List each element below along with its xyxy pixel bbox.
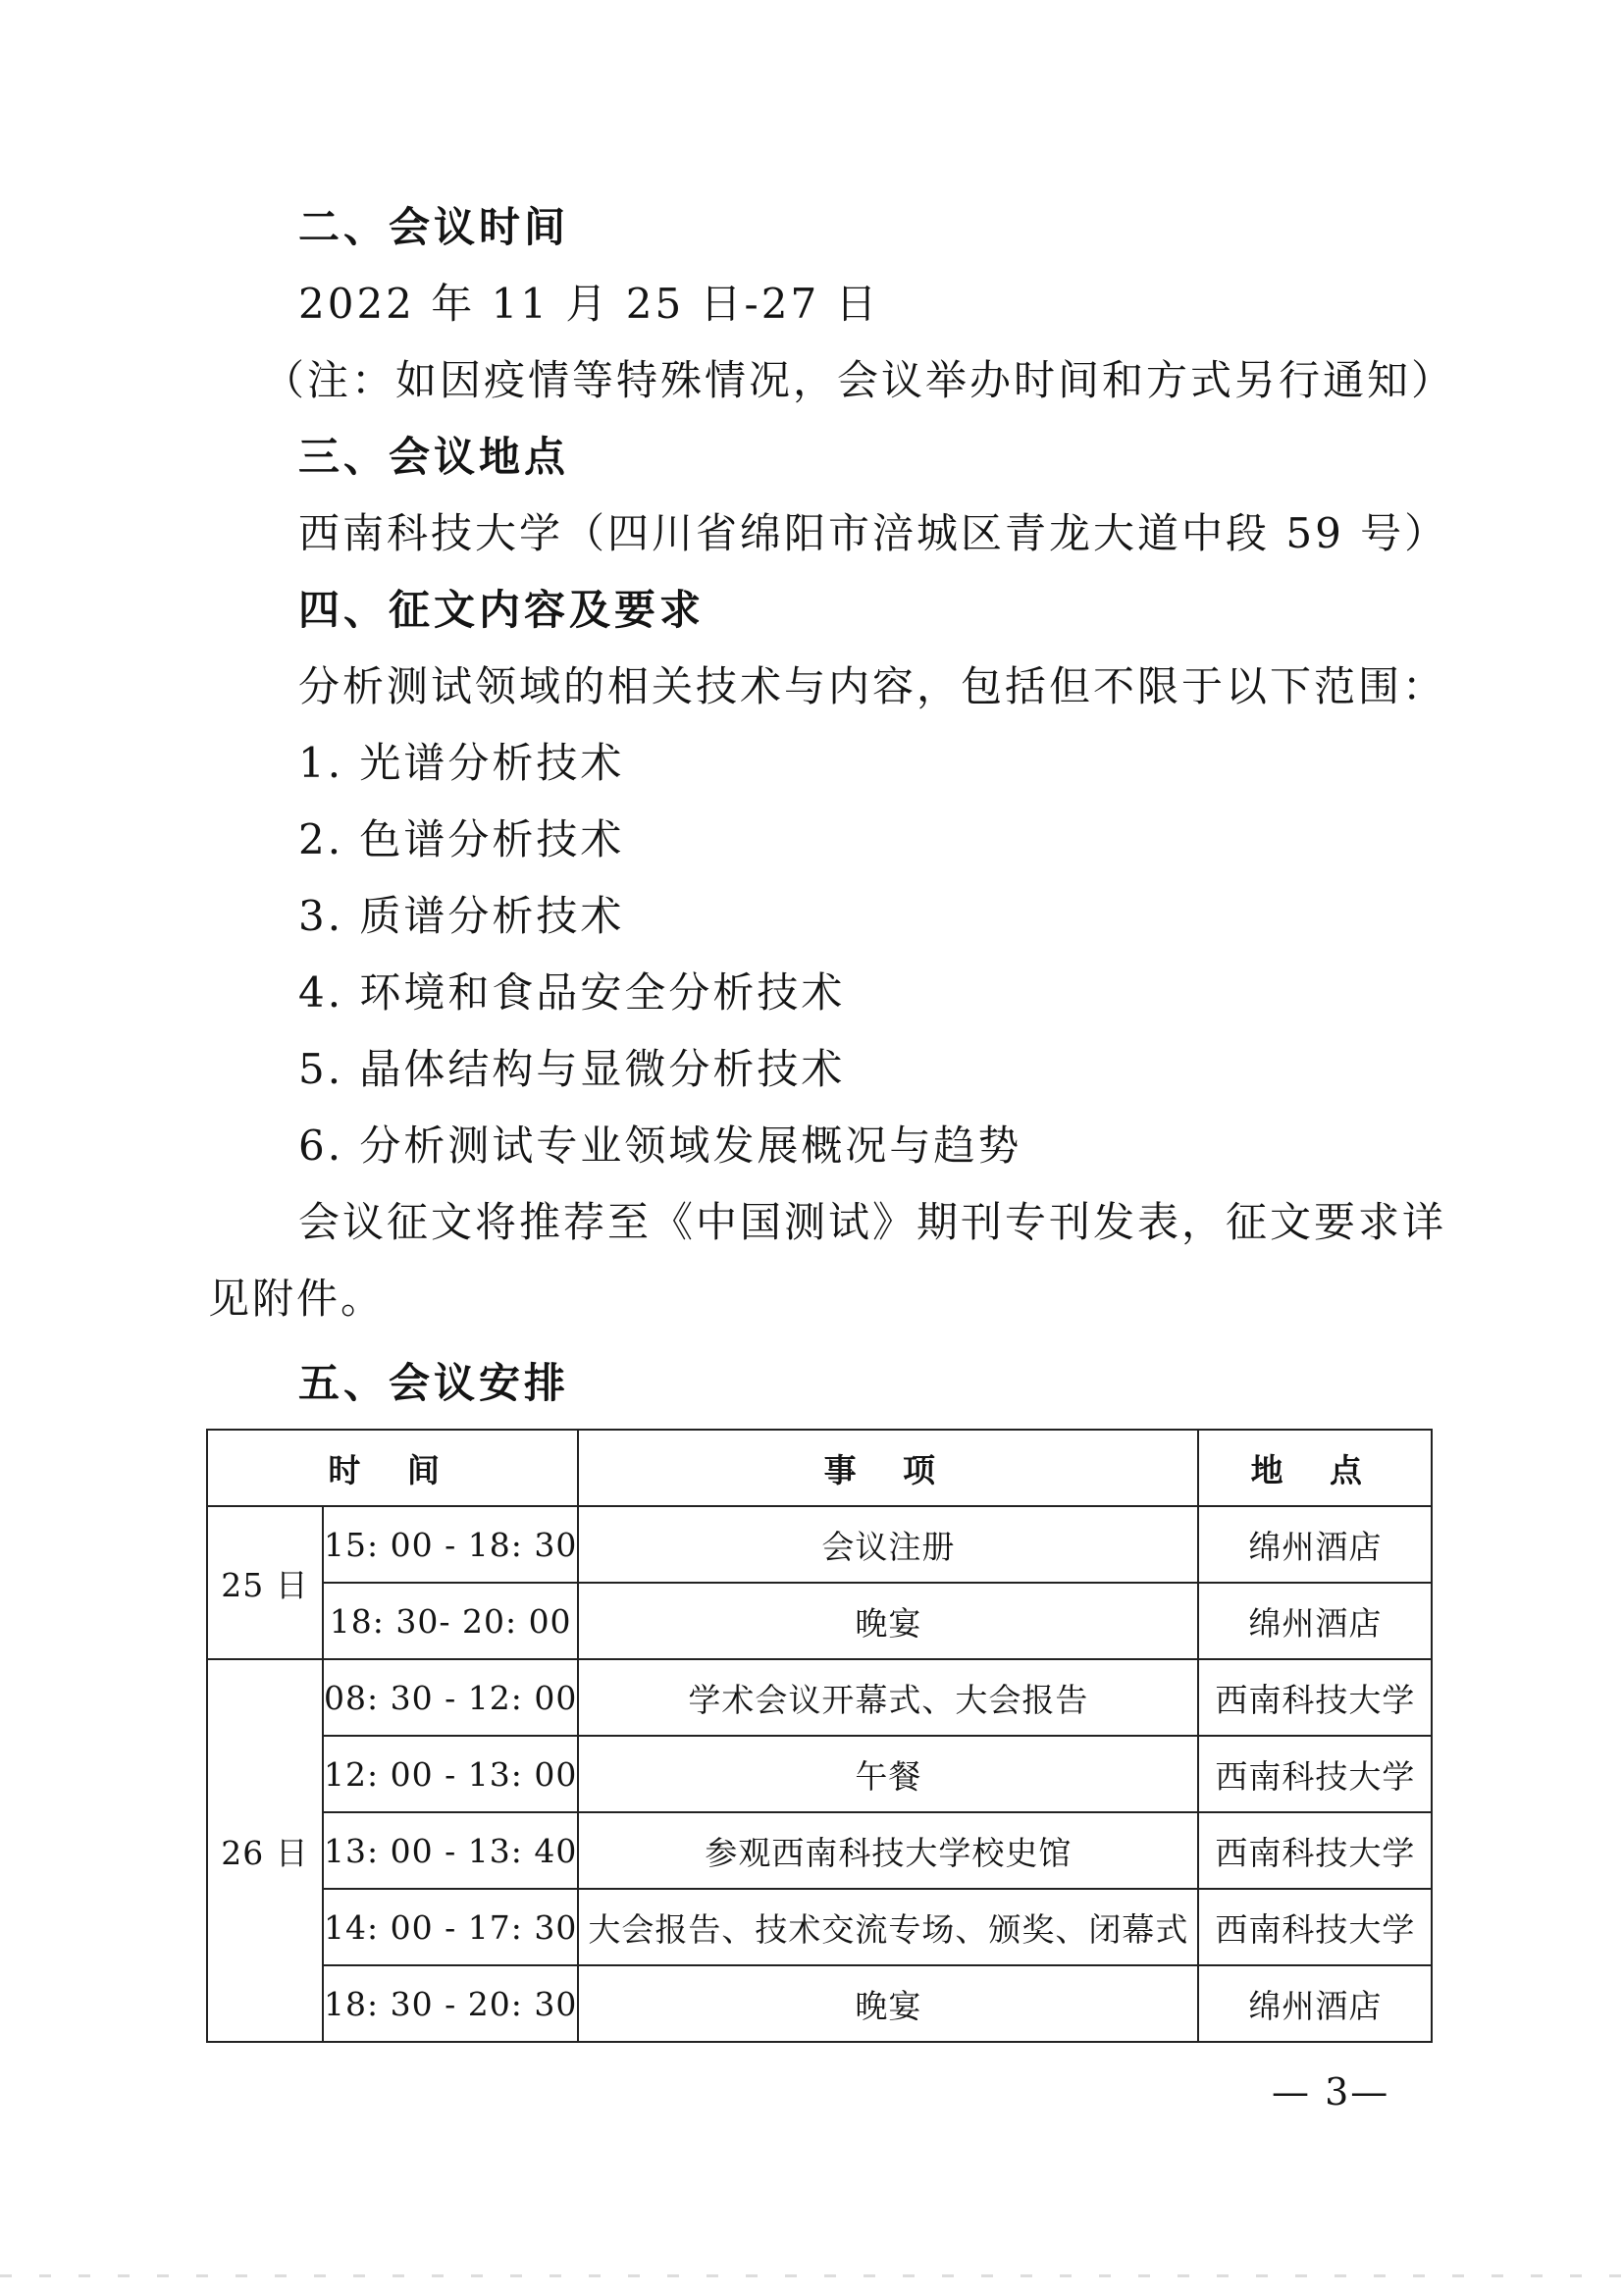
- time-cell: 14: 00 - 17: 30: [323, 1889, 578, 1965]
- day-cell: 26 日: [207, 1659, 323, 2042]
- table-row: [207, 1506, 1432, 1583]
- place-cell: 绵州酒店: [1198, 1583, 1432, 1659]
- table-header-row: [207, 1430, 1432, 1506]
- meeting-date-note: （注：如因疫情等特殊情况，会议举办时间和方式另行通知）: [263, 356, 1456, 404]
- page-number: — 3—: [1272, 2070, 1390, 2113]
- scan-edge-noise: [0, 2274, 1623, 2277]
- section-heading-schedule: 五、会议安排: [298, 1359, 570, 1407]
- table-row: [207, 1659, 1432, 1736]
- event-cell: 晚宴: [578, 1583, 1198, 1659]
- topic-item: 4. 环境和食品安全分析技术: [298, 968, 846, 1017]
- table-row: [207, 1965, 1432, 2042]
- topic-item: 6. 分析测试专业领域发展概况与趋势: [298, 1122, 1022, 1170]
- meeting-date: 2022 年 11 月 25 日-27 日: [298, 280, 880, 328]
- header-place: 地 点: [1198, 1430, 1432, 1506]
- paper-note-line1: 会议征文将推荐至《中国测试》期刊专刊发表，征文要求详: [298, 1198, 1447, 1246]
- place-cell: 绵州酒店: [1198, 1965, 1432, 2042]
- time-cell: 18: 30 - 20: 30: [323, 1965, 578, 2042]
- table-row: [207, 1583, 1432, 1659]
- place-cell: 西南科技大学: [1198, 1812, 1432, 1889]
- event-cell: 午餐: [578, 1736, 1198, 1812]
- event-cell: 晚宴: [578, 1965, 1198, 2042]
- day-cell: 25 日: [207, 1506, 323, 1659]
- meeting-place: 西南科技大学（四川省绵阳市涪城区青龙大道中段 59 号）: [298, 509, 1449, 557]
- time-cell: 08: 30 - 12: 00: [323, 1659, 578, 1736]
- event-cell: 大会报告、技术交流专场、颁奖、闭幕式: [578, 1889, 1198, 1965]
- table-row: [207, 1812, 1432, 1889]
- section-heading-topics: 四、征文内容及要求: [298, 586, 706, 634]
- topic-item: 3. 质谱分析技术: [298, 892, 625, 940]
- table-row: [207, 1736, 1432, 1812]
- place-cell: 西南科技大学: [1198, 1889, 1432, 1965]
- topics-intro: 分析测试领域的相关技术与内容，包括但不限于以下范围：: [298, 662, 1447, 710]
- place-cell: 西南科技大学: [1198, 1736, 1432, 1812]
- table-row: [207, 1889, 1432, 1965]
- header-event: 事 项: [578, 1430, 1198, 1506]
- schedule-table: [206, 1429, 1433, 2043]
- event-cell: 会议注册: [578, 1506, 1198, 1583]
- topic-item: 1. 光谱分析技术: [298, 739, 625, 787]
- time-cell: 12: 00 - 13: 00: [323, 1736, 578, 1812]
- time-cell: 13: 00 - 13: 40: [323, 1812, 578, 1889]
- place-cell: 绵州酒店: [1198, 1506, 1432, 1583]
- event-cell: 学术会议开幕式、大会报告: [578, 1659, 1198, 1736]
- topic-item: 5. 晶体结构与显微分析技术: [298, 1045, 846, 1093]
- section-heading-time: 二、会议时间: [298, 203, 570, 251]
- event-cell: 参观西南科技大学校史馆: [578, 1812, 1198, 1889]
- section-heading-place: 三、会议地点: [298, 433, 570, 481]
- topic-item: 2. 色谱分析技术: [298, 815, 625, 863]
- time-cell: 15: 00 - 18: 30: [323, 1506, 578, 1583]
- time-cell: 18: 30- 20: 00: [323, 1583, 578, 1659]
- paper-note-line2: 见附件。: [208, 1275, 386, 1323]
- header-time: 时 间: [207, 1430, 578, 1506]
- place-cell: 西南科技大学: [1198, 1659, 1432, 1736]
